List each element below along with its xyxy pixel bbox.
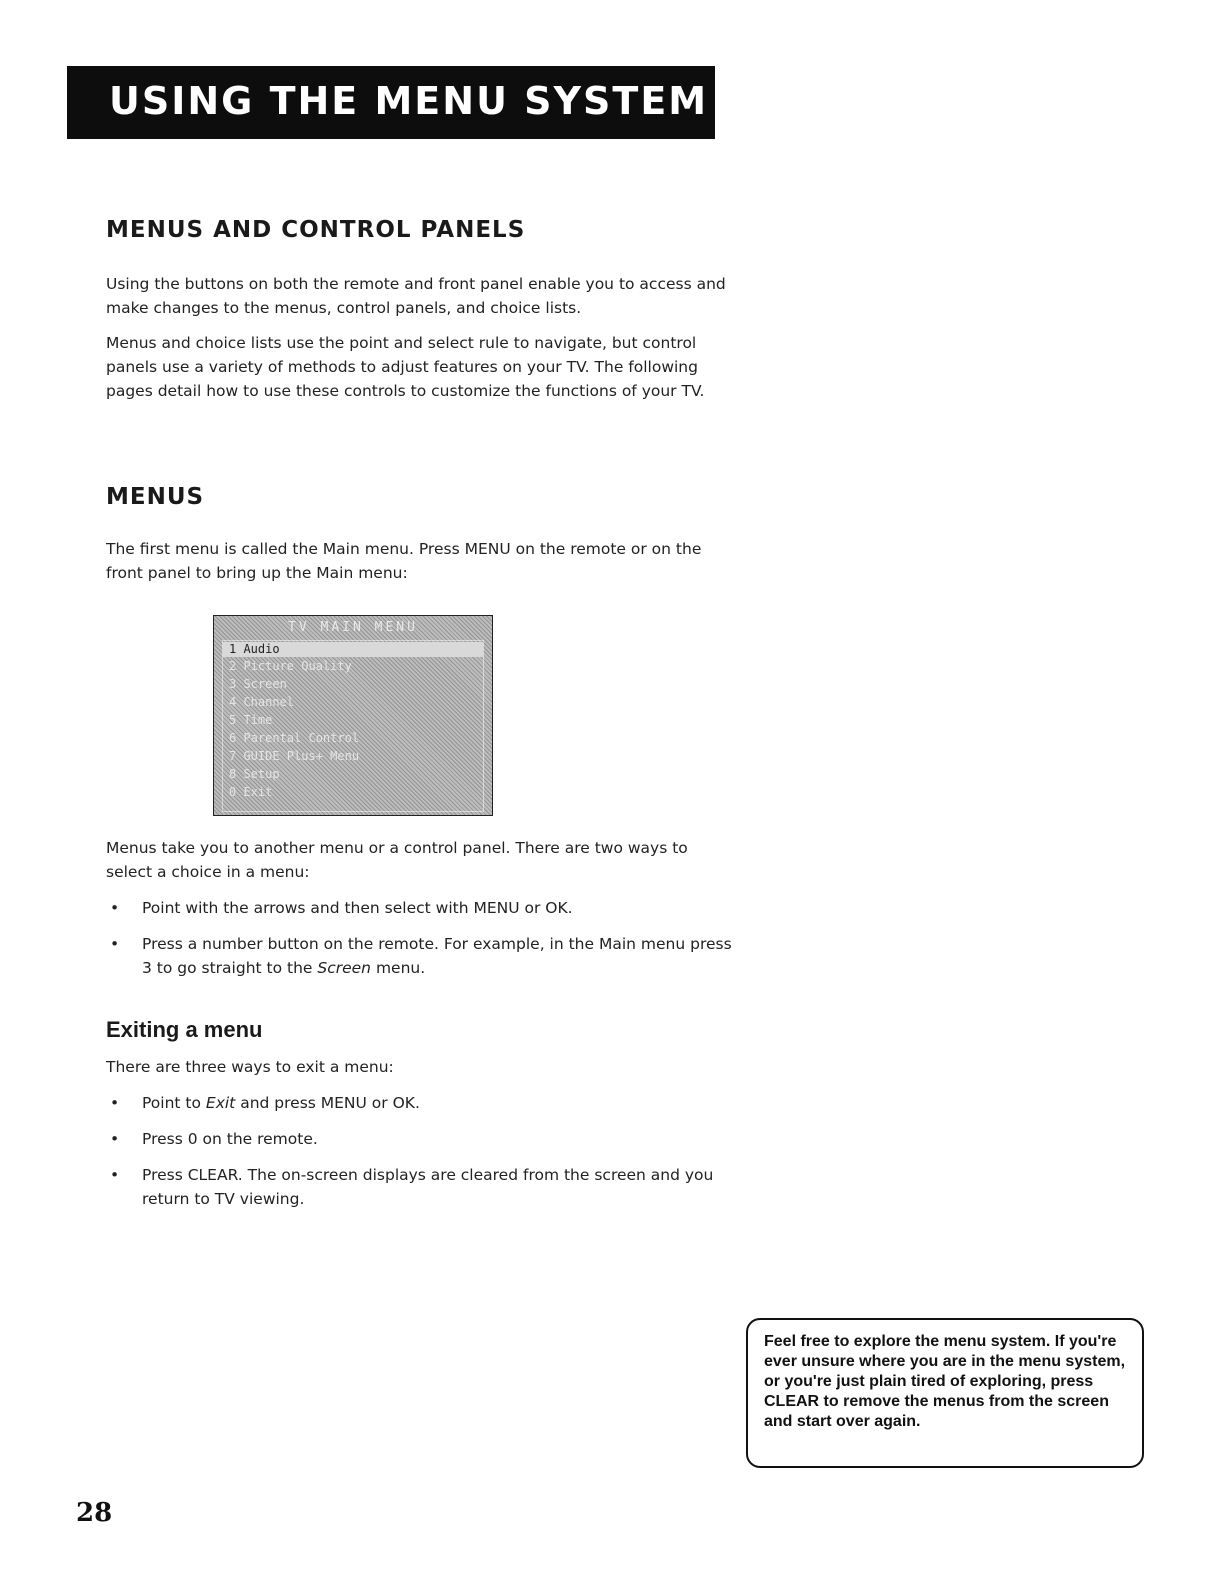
tv-menu-item: 7 GUIDE Plus+ Menu xyxy=(229,749,360,763)
tv-menu-list xyxy=(222,640,484,812)
tv-menu-item: 6 Parental Control xyxy=(229,731,360,745)
bullet-icon: • xyxy=(110,935,120,953)
emphasis-screen: Screen xyxy=(317,959,372,977)
tv-menu-item: 0 Exit xyxy=(229,785,273,799)
bullet-text: Press 0 on the remote. xyxy=(142,1130,318,1148)
tv-menu-item: 3 Screen xyxy=(229,677,287,691)
bullet-text: Point to Exit and press MENU or OK. xyxy=(142,1094,420,1112)
intro-paragraph-2: Menus and choice lists use the point and select rule to navigate, but control panels use a variety of methods to adjust features on your TV. The following pages detail how to use these controls to customize the functions of your TV. xyxy=(106,334,705,400)
tip-box xyxy=(746,1318,1144,1468)
exit-intro: There are three ways to exit a menu: xyxy=(106,1058,394,1076)
bullet-icon: • xyxy=(110,1166,120,1184)
emphasis-exit: Exit xyxy=(205,1094,236,1112)
bullet-text: Point with the arrows and then select with MENU or OK. xyxy=(142,899,573,917)
bullet-icon: • xyxy=(110,1094,120,1112)
bullet-text: Press CLEAR. The on-screen displays are cleared from the screen and you return to TV viewing. xyxy=(142,1166,714,1208)
heading-exiting-a-menu: Exiting a menu xyxy=(106,1017,263,1042)
heading-menus-and-control-panels: MENUS AND CONTROL PANELS xyxy=(106,217,526,243)
bullet-icon: • xyxy=(110,899,120,917)
intro-paragraph-1: Using the buttons on both the remote and front panel enable you to access and make changes to the menus, control panels, and choice lists. xyxy=(106,275,726,317)
menus-paragraph-2: Menus take you to another menu or a control panel. There are two ways to select a choice in a menu: xyxy=(106,839,688,881)
menus-paragraph-1: The first menu is called the Main menu. Press MENU on the remote or on the front panel to bring up the Main menu: xyxy=(106,540,702,582)
tv-menu-item: 8 Setup xyxy=(229,767,280,781)
banner-title: USING THE MENU SYSTEM xyxy=(109,79,709,123)
tv-menu-item: 2 Picture Quality xyxy=(229,659,352,673)
heading-menus: MENUS xyxy=(106,484,205,510)
tv-menu-item: 1 Audio xyxy=(223,642,483,657)
tv-main-menu-screenshot xyxy=(213,615,493,816)
tv-menu-title: TV MAIN MENU xyxy=(288,620,418,635)
tip-text: Feel free to explore the menu system. If you're ever unsure where you are in the menu system, or you're just plain tired of exploring, press CLEAR to remove the menus from the screen and start over again. xyxy=(764,1333,1126,1430)
bullet-text: Press a number button on the remote. For example, in the Main menu press 3 to go straight to the Screen menu. xyxy=(142,935,732,977)
page-banner xyxy=(67,66,715,139)
page-number: 28 xyxy=(76,1498,113,1528)
bullet-icon: • xyxy=(110,1130,120,1148)
tv-menu-item: 4 Channel xyxy=(229,695,295,709)
tv-menu-item: 5 Time xyxy=(229,713,273,727)
